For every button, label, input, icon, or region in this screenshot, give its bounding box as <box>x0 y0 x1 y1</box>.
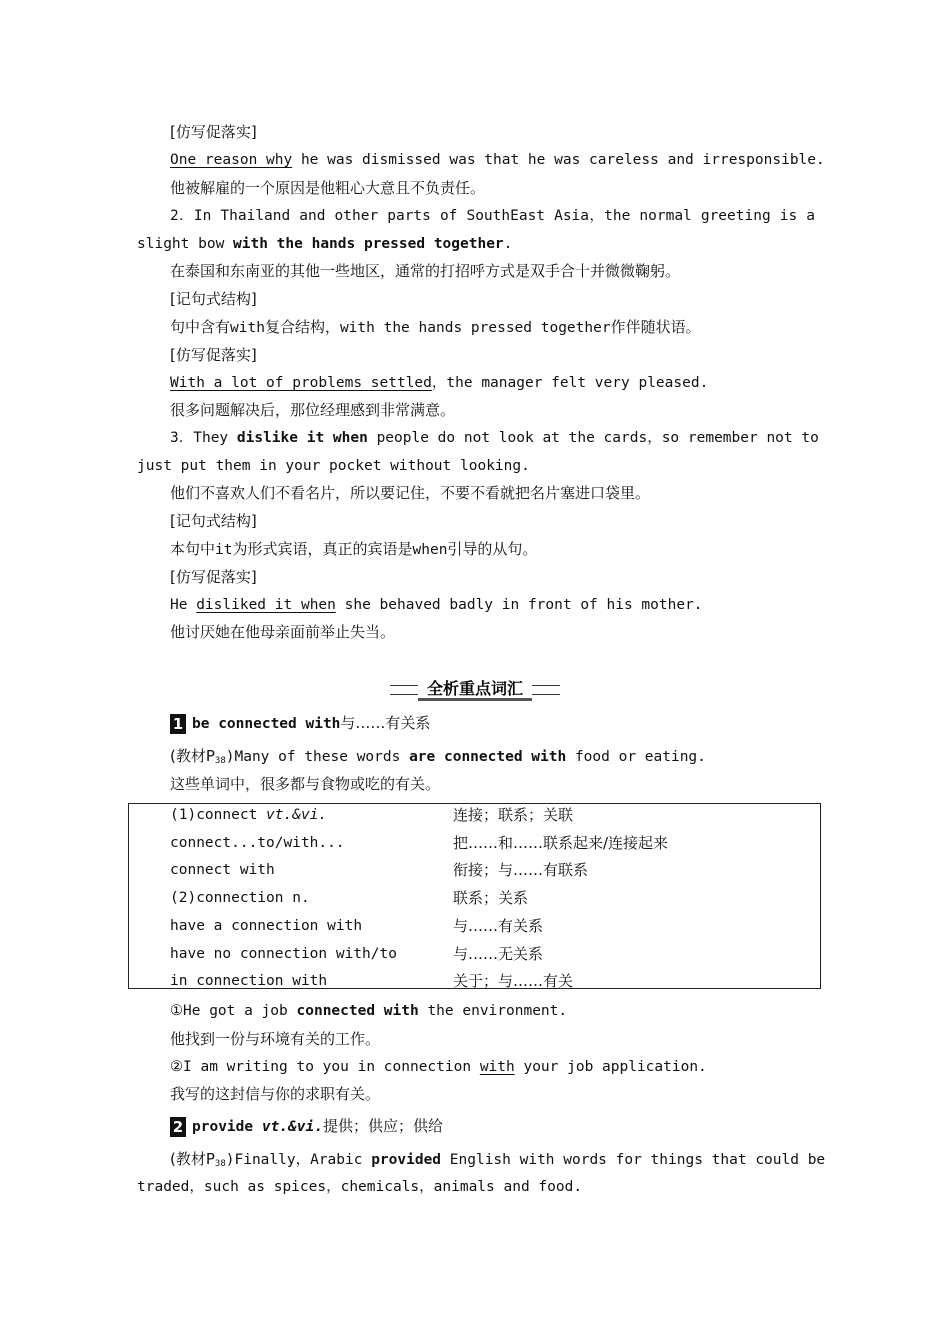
headword-meaning: 提供；供应；供给 <box>322 1117 443 1135</box>
textbook-source-sentence: (教材$P_{38})Finally$，Arabic provided English with words for things that could be <box>170 1150 826 1169</box>
practice-label: [仿写促落实] <box>170 568 257 586</box>
section-header <box>390 677 560 701</box>
example-sentence-line2: just put them in your pocket without looking. <box>137 458 530 474</box>
example-1-translation: 他找到一份与环境有关的工作。 <box>170 1030 381 1048</box>
table-row <box>129 970 820 998</box>
table-cell-english: (2)connection n. <box>170 890 310 907</box>
section-title: 全析重点词汇 <box>418 677 532 701</box>
practice-sentence: With a lot of problems settled，the manager felt very pleased. <box>170 375 709 391</box>
table-cell-english: connect with <box>170 862 275 879</box>
example-sentence-line1: 2．In Thailand and other parts of SouthEast Asia，the normal greeting is a <box>170 208 815 224</box>
table-cell-english: connect...to/with... <box>170 834 345 851</box>
structure-note: 本句中it为形式宾语，真正的宾语是when引导的从句。 <box>170 540 538 558</box>
headword: be connected with <box>192 716 341 732</box>
example-2: ②I am writing to you in connection with your job application. <box>170 1059 707 1075</box>
key-phrase: with the hands pressed together <box>233 236 504 252</box>
table-cell-chinese: 连接；联系；关联 <box>453 806 574 824</box>
table-cell-english: (1)connect vt.&vi. <box>170 807 328 823</box>
practice-translation: 很多问题解决后，那位经理感到非常满意。 <box>170 401 456 419</box>
underlined-phrase: disliked it when <box>196 597 336 613</box>
table-cell-chinese: 把……和……联系起来/连接起来 <box>453 833 669 852</box>
example-translation: 他们不喜欢人们不看名片，所以要记住，不要不看就把名片塞进口袋里。 <box>170 484 651 502</box>
table-row <box>129 832 820 860</box>
part-of-speech: vt.&vi. <box>261 1119 323 1135</box>
table-row <box>129 915 820 943</box>
underlined-phrase: With a lot of problems settled <box>170 375 432 391</box>
source-translation: 这些单词中，很多都与食物或吃的有关。 <box>170 775 441 793</box>
practice-sentence: He disliked it when she behaved badly in front of his mother. <box>170 597 703 613</box>
example-sentence-line1: 3．They dislike it when people do not look at the cards，so remember not to <box>170 430 819 446</box>
textbook-source-line2: traded，such as spices，chemicals，animals and food. <box>137 1179 583 1195</box>
item-number-badge: 1 <box>170 714 186 734</box>
headword: provide <box>192 1119 262 1135</box>
example-translation: 在泰国和东南亚的其他一些地区，通常的打招呼方式是双手合十并微微鞠躬。 <box>170 262 681 280</box>
structure-note: 句中含有with复合结构，with the hands pressed together作伴随状语。 <box>170 318 701 336</box>
table-row <box>129 887 820 915</box>
example-1: ①He got a job connected with the environment. <box>170 1003 568 1019</box>
underlined-phrase: One reason why <box>170 152 293 168</box>
vocab-heading-2 <box>170 1115 443 1138</box>
header-decoration-right <box>532 685 560 695</box>
sentence-rest: he was dismissed was that he was careless and irresponsible. <box>292 152 825 168</box>
sentence-start: slight bow <box>137 236 234 252</box>
headword-meaning: 与……有关系 <box>340 714 431 732</box>
table-row <box>129 859 820 887</box>
practice-translation: 他被解雇的一个原因是他粗心大意且不负责任。 <box>170 179 486 197</box>
practice-translation: 他讨厌她在他母亲面前举止失当。 <box>170 623 396 641</box>
vocab-heading-1 <box>170 712 430 735</box>
key-phrase: dislike it when <box>236 430 368 446</box>
example-2-translation: 我写的这封信与你的求职有关。 <box>170 1085 381 1103</box>
table-cell-english: in connection with <box>170 973 328 990</box>
table-cell-english: have a connection with <box>170 917 363 934</box>
vocab-table <box>128 803 821 989</box>
practice-label: [仿写促落实] <box>170 123 257 141</box>
sentence-end: . <box>503 236 513 252</box>
textbook-source-sentence: (教材$P_{38})Many$ of these words are connected with food or eating. <box>170 747 706 766</box>
header-decoration-left <box>390 685 418 695</box>
table-cell-chinese: 与……有关系 <box>453 916 544 935</box>
table-row <box>129 804 820 832</box>
practice-label: [仿写促落实] <box>170 346 257 364</box>
table-cell-chinese: 与……无关系 <box>453 944 544 963</box>
table-cell-chinese: 关于；与……有关 <box>453 972 574 991</box>
table-cell-english: have no connection with/to <box>170 945 397 962</box>
table-cell-chinese: 联系；关系 <box>453 889 529 908</box>
item-number-badge: 2 <box>170 1117 186 1137</box>
practice-sentence <box>170 149 825 171</box>
structure-label: [记句式结构] <box>170 512 257 530</box>
structure-label: [记句式结构] <box>170 290 257 308</box>
table-cell-chinese: 衔接；与……有联系 <box>453 861 589 880</box>
example-sentence-line2 <box>137 233 512 255</box>
table-row <box>129 943 820 971</box>
